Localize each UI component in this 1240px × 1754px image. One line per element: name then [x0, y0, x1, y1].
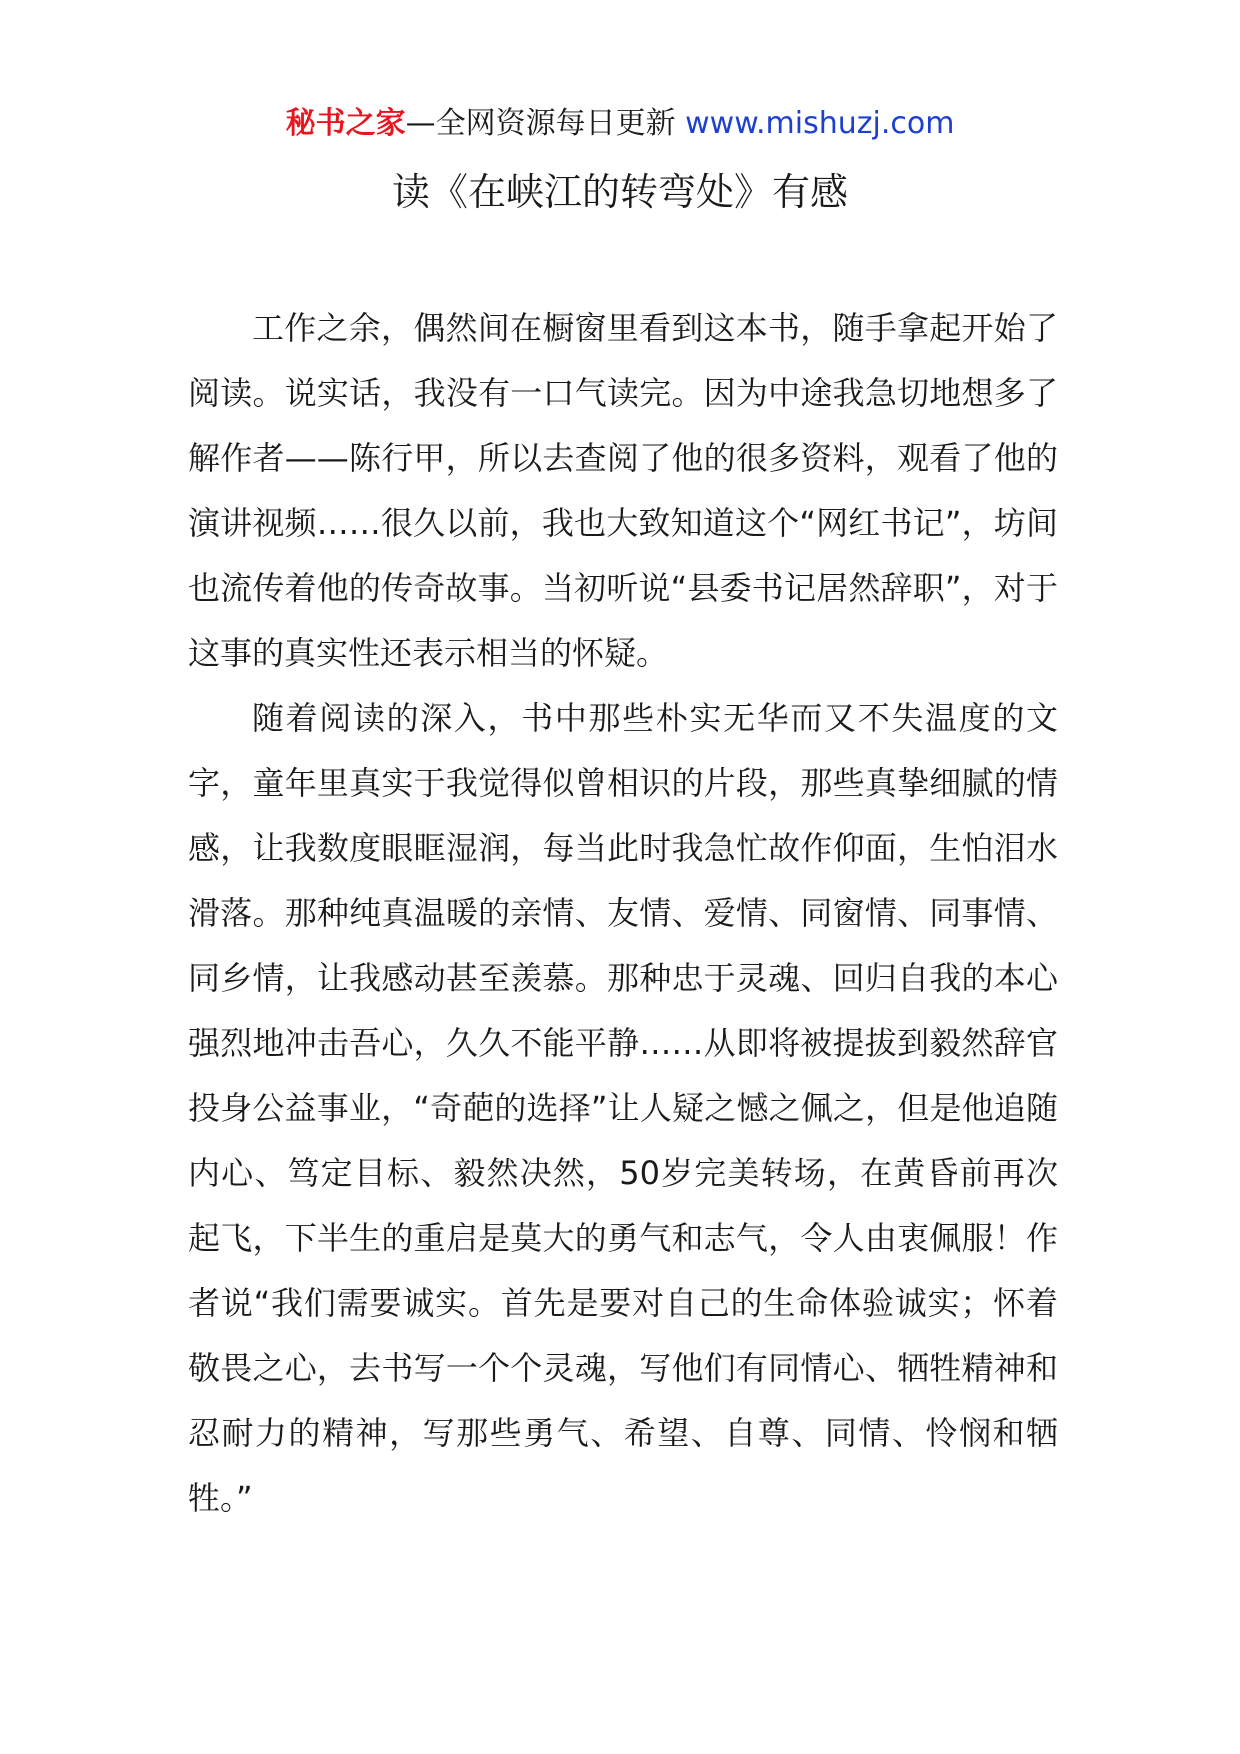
site-brand: 秘书之家: [285, 106, 406, 141]
site-slogan: —全网资源每日更新: [405, 106, 676, 141]
document-title: 读《在峡江的转弯处》有感: [391, 170, 848, 214]
site-url-link[interactable]: www.mishuzj.com: [685, 106, 955, 141]
document-body: [188, 296, 1058, 1531]
site-header: [0, 104, 1240, 144]
body-paragraph-1: 工作之余，偶然间在橱窗里看到这本书，随手拿起开始了阅读。说实话，我没有一口气读完。因为中途我急切地想多了解作者——陈行甲，所以去查阅了他的很多资料，观看了他的演讲视频……很久以前，我也大致知道这个“网红书记”，坊间也流传着他的传奇故事。当初听说“县委书记居然辞职”，对于这事的真实性还表示相当的怀疑。: [188, 309, 1058, 672]
body-paragraph-2: 随着阅读的深入，书中那些朴实无华而又不失温度的文字，童年里真实于我觉得似曾相识的片段，那些真挚细腻的情感，让我数度眼眶湿润，每当此时我急忙故作仰面，生怕泪水滑落。那种纯真温暖的亲情、友情、爱情、同窗情、同事情、同乡情，让我感动甚至羡慕。那种忠于灵魂、回归自我的本心强烈地冲击吾心，久久不能平静……从即将被提拔到毅然辞官投身公益事业，“奇葩的选择”让人疑之憾之佩之，但是他追随内心、笃定目标、毅然决然，50岁完美转场，在黄昏前再次起飞，下半生的重启是莫大的勇气和志气，令人由衷佩服！作者说“我们需要诚实。首先是要对自己的生命体验诚实；怀着敬畏之心，去书写一个个灵魂，写他们有同情心、牺牲精神和忍耐力的精神，写那些勇气、希望、自尊、同情、怜悯和牺牲。”: [188, 699, 1058, 1517]
